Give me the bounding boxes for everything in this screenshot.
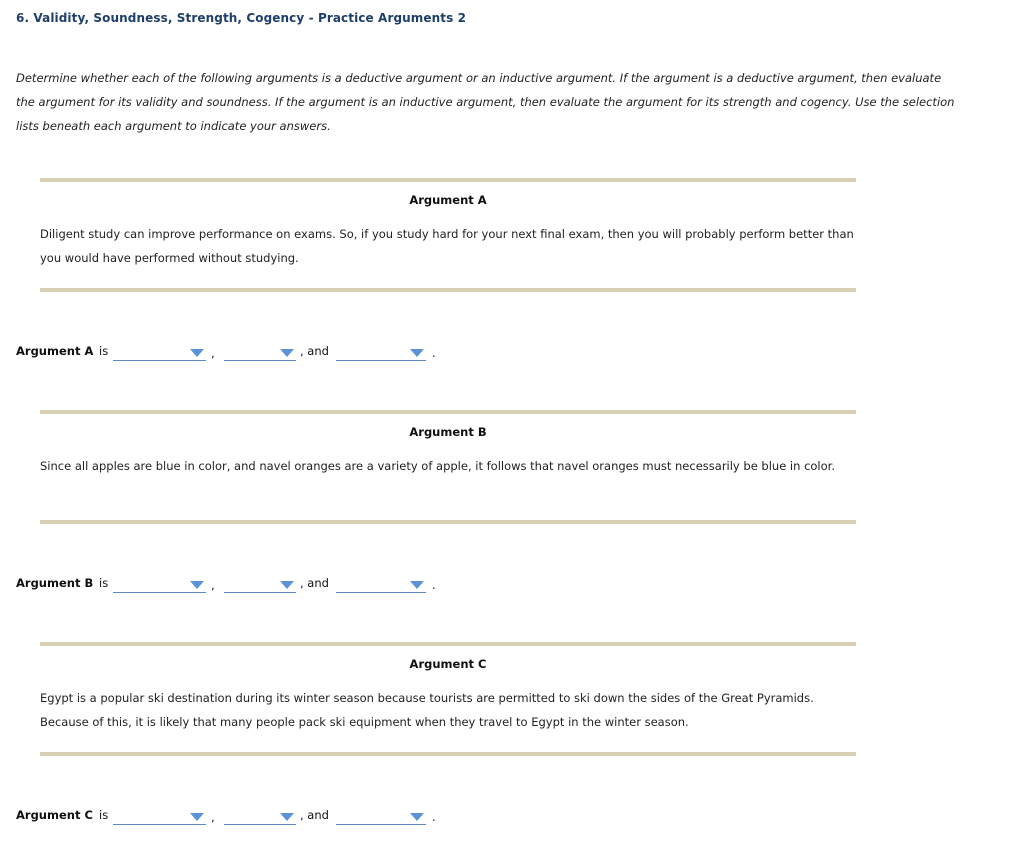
answer-label: Argument A xyxy=(16,344,94,358)
answer-label: Argument C xyxy=(16,808,93,822)
validity-select-c[interactable] xyxy=(224,810,296,825)
separator-and: , and xyxy=(300,576,329,590)
separator-period: . xyxy=(432,346,436,360)
type-select-c[interactable] xyxy=(113,810,206,825)
argument-a-title: Argument A xyxy=(409,193,487,207)
argument-b-text: Since all apples are blue in color, and navel oranges are a variety of apple, it follows that navel oranges must necessarily be blue in color. xyxy=(40,459,835,473)
soundness-select-a[interactable] xyxy=(336,346,426,361)
divider-top-c xyxy=(40,642,856,646)
chevron-down-icon xyxy=(280,813,294,821)
soundness-select-b[interactable] xyxy=(336,578,426,593)
separator-comma: , xyxy=(211,578,215,592)
answer-label: Argument B xyxy=(16,576,94,590)
answer-label-is: is xyxy=(99,344,109,358)
separator-period: . xyxy=(432,810,436,824)
validity-select-a[interactable] xyxy=(224,346,296,361)
chevron-down-icon xyxy=(410,813,424,821)
type-select-a[interactable] xyxy=(113,346,206,361)
chevron-down-icon xyxy=(410,581,424,589)
answer-label-is: is xyxy=(99,576,109,590)
divider-top-b xyxy=(40,410,856,414)
soundness-select-c[interactable] xyxy=(336,810,426,825)
answer-label-is: is xyxy=(99,808,109,822)
argument-b-title: Argument B xyxy=(409,425,487,439)
page-title: 6. Validity, Soundness, Strength, Cogency - Practice Arguments 2 xyxy=(16,11,467,25)
divider-bottom-a xyxy=(40,288,856,292)
separator-period: . xyxy=(432,578,436,592)
chevron-down-icon xyxy=(190,813,204,821)
separator-and: , and xyxy=(300,808,329,822)
divider-bottom-b xyxy=(40,520,856,524)
chevron-down-icon xyxy=(410,349,424,357)
chevron-down-icon xyxy=(190,349,204,357)
separator-comma: , xyxy=(211,810,215,824)
separator-comma: , xyxy=(211,346,215,360)
divider-top-a xyxy=(40,178,856,182)
chevron-down-icon xyxy=(280,349,294,357)
argument-a-text: Diligent study can improve performance on exams. So, if you study hard for your next final exam, then you will probably perform better than you would have performed without studying. xyxy=(40,227,854,265)
separator-and: , and xyxy=(300,344,329,358)
argument-c-title: Argument C xyxy=(409,657,487,671)
argument-c-text: Egypt is a popular ski destination during its winter season because tourists are permitted to ski down the sides of the Great Pyramids. Because of this, it is likely that many people pack ski equipment when they travel to Egypt in the winter season. xyxy=(40,691,814,729)
validity-select-b[interactable] xyxy=(224,578,296,593)
chevron-down-icon xyxy=(280,581,294,589)
divider-bottom-c xyxy=(40,752,856,756)
chevron-down-icon xyxy=(190,581,204,589)
type-select-b[interactable] xyxy=(113,578,206,593)
instructions-text: Determine whether each of the following arguments is a deductive argument or an inductive argument. If the argument is a deductive argument, then evaluate the argument for its validity and soundness. If the argument is an inductive argument, then evaluate the argument for its strength and cogency. Use the selection lists beneath each argument to indicate your answers. xyxy=(16,71,955,133)
